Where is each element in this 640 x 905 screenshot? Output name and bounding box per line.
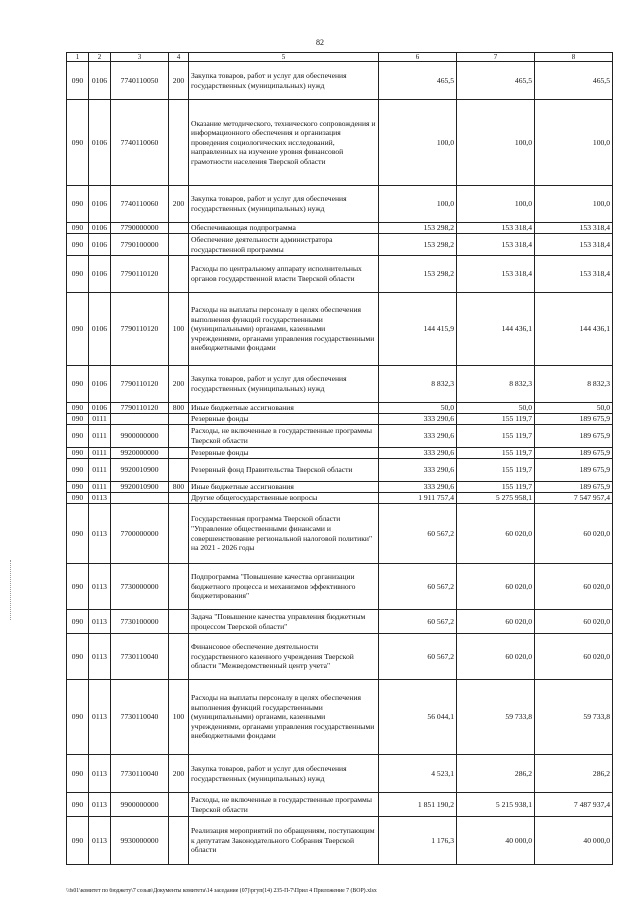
amount-year2-cell: 153 318,4	[457, 234, 535, 256]
admin-code-cell: 090	[67, 564, 89, 610]
table-row	[67, 817, 613, 865]
amount-year2-cell: 60 020,0	[457, 504, 535, 564]
table-row	[67, 293, 613, 366]
section-code-cell: 0106	[89, 366, 111, 403]
expense-type-cell	[169, 493, 189, 504]
section-code-cell: 0111	[89, 482, 111, 493]
admin-code-cell: 090	[67, 62, 89, 100]
amount-year2-cell: 100,0	[457, 186, 535, 223]
table-row	[67, 680, 613, 755]
description-cell: Обеспечивающая подпрограмма	[189, 223, 379, 234]
table-row	[67, 610, 613, 634]
expense-type-cell: 100	[169, 293, 189, 366]
file-path-footer: \\fs01\комитет по бюджету\7 созыв\Документы комитета\14 заседание (07)\ргуп(14) 235-П-7\Прил 4 Приложение 7 (ВОР).xlsx	[66, 888, 377, 894]
expense-type-cell	[169, 256, 189, 293]
amount-year3-cell: 465,5	[535, 62, 613, 100]
expense-type-cell	[169, 234, 189, 256]
header-col-8: 8	[535, 53, 613, 62]
expense-type-cell	[169, 610, 189, 634]
amount-year2-cell: 60 020,0	[457, 634, 535, 680]
section-code-cell: 0106	[89, 186, 111, 223]
amount-year3-cell: 50,0	[535, 403, 613, 414]
description-cell: Расходы на выплаты персоналу в целях обеспечения выполнения функций государственными (муниципальными) органами, казенными учреждениями, органами управления государственными внебюджетными фондами	[189, 293, 379, 366]
header-col-4: 4	[169, 53, 189, 62]
table-row	[67, 186, 613, 223]
description-cell: Оказание методического, технического сопровождения и информационного обеспечения и организация проведения социологических исследований, направленных на изучение уровня финансовой грамотности населения Тверской области	[189, 100, 379, 186]
amount-year2-cell: 60 020,0	[457, 564, 535, 610]
page-number: 82	[316, 38, 324, 47]
header-col-6: 6	[379, 53, 457, 62]
amount-year2-cell: 153 318,4	[457, 223, 535, 234]
amount-year3-cell: 60 020,0	[535, 634, 613, 680]
amount-year1-cell: 60 567,2	[379, 634, 457, 680]
admin-code-cell: 090	[67, 817, 89, 865]
admin-code-cell: 090	[67, 482, 89, 493]
amount-year3-cell: 144 436,1	[535, 293, 613, 366]
table-row	[67, 493, 613, 504]
admin-code-cell: 090	[67, 793, 89, 817]
table-row	[67, 634, 613, 680]
table-row	[67, 755, 613, 793]
expense-type-cell: 800	[169, 403, 189, 414]
amount-year1-cell: 144 415,9	[379, 293, 457, 366]
section-code-cell: 0111	[89, 459, 111, 482]
target-article-cell: 9920010900	[111, 459, 169, 482]
section-code-cell: 0111	[89, 414, 111, 425]
description-cell: Резервные фонды	[189, 414, 379, 425]
amount-year3-cell: 153 318,4	[535, 234, 613, 256]
admin-code-cell: 090	[67, 459, 89, 482]
table-row	[67, 425, 613, 448]
target-article-cell: 7790110120	[111, 366, 169, 403]
table-row	[67, 482, 613, 493]
amount-year3-cell: 153 318,4	[535, 223, 613, 234]
target-article-cell: 9920010900	[111, 482, 169, 493]
section-code-cell: 0106	[89, 223, 111, 234]
header-col-7: 7	[457, 53, 535, 62]
table-row	[67, 100, 613, 186]
section-code-cell: 0113	[89, 634, 111, 680]
amount-year1-cell: 333 290,6	[379, 425, 457, 448]
amount-year1-cell: 8 832,3	[379, 366, 457, 403]
table-row	[67, 403, 613, 414]
header-col-5: 5	[189, 53, 379, 62]
section-code-cell: 0106	[89, 62, 111, 100]
amount-year3-cell: 153 318,4	[535, 256, 613, 293]
table-row	[67, 256, 613, 293]
target-article-cell: 9900000000	[111, 425, 169, 448]
description-cell: Расходы, не включенные в государственные программы Тверской области	[189, 425, 379, 448]
header-col-3: 3	[111, 53, 169, 62]
amount-year3-cell: 189 675,9	[535, 482, 613, 493]
amount-year3-cell: 8 832,3	[535, 366, 613, 403]
admin-code-cell: 090	[67, 755, 89, 793]
expense-type-cell	[169, 817, 189, 865]
expense-type-cell	[169, 223, 189, 234]
target-article-cell: 7730100000	[111, 610, 169, 634]
section-code-cell: 0113	[89, 504, 111, 564]
expense-type-cell	[169, 448, 189, 459]
amount-year3-cell: 7 487 937,4	[535, 793, 613, 817]
admin-code-cell: 090	[67, 425, 89, 448]
description-cell: Иные бюджетные ассигнования	[189, 482, 379, 493]
amount-year3-cell: 7 547 957,4	[535, 493, 613, 504]
table-row	[67, 459, 613, 482]
amount-year2-cell: 50,0	[457, 403, 535, 414]
table-row	[67, 504, 613, 564]
amount-year2-cell: 153 318,4	[457, 256, 535, 293]
target-article-cell: 7790110120	[111, 403, 169, 414]
amount-year3-cell: 100,0	[535, 100, 613, 186]
description-cell: Расходы, не включенные в государственные программы Тверской области	[189, 793, 379, 817]
section-code-cell: 0106	[89, 100, 111, 186]
target-article-cell: 7790110120	[111, 256, 169, 293]
admin-code-cell: 090	[67, 680, 89, 755]
header-col-1: 1	[67, 53, 89, 62]
amount-year1-cell: 60 567,2	[379, 504, 457, 564]
amount-year3-cell: 100,0	[535, 186, 613, 223]
amount-year2-cell: 155 119,7	[457, 414, 535, 425]
section-code-cell: 0111	[89, 448, 111, 459]
description-cell: Государственная программа Тверской области "Управление общественными финансами и совершенствование региональной налоговой политики" на 2021 - 2026 годы	[189, 504, 379, 564]
expense-type-cell: 200	[169, 755, 189, 793]
amount-year3-cell: 59 733,8	[535, 680, 613, 755]
amount-year3-cell: 189 675,9	[535, 414, 613, 425]
amount-year1-cell: 153 298,2	[379, 223, 457, 234]
target-article-cell: 7730110040	[111, 634, 169, 680]
admin-code-cell: 090	[67, 448, 89, 459]
amount-year2-cell: 59 733,8	[457, 680, 535, 755]
admin-code-cell: 090	[67, 504, 89, 564]
amount-year2-cell: 144 436,1	[457, 293, 535, 366]
target-article-cell: 7740110060	[111, 100, 169, 186]
description-cell: Резервные фонды	[189, 448, 379, 459]
admin-code-cell: 090	[67, 256, 89, 293]
section-code-cell: 0113	[89, 755, 111, 793]
target-article-cell: 7730000000	[111, 564, 169, 610]
expense-type-cell: 100	[169, 680, 189, 755]
amount-year3-cell: 189 675,9	[535, 448, 613, 459]
description-cell: Другие общегосударственные вопросы	[189, 493, 379, 504]
expense-type-cell	[169, 459, 189, 482]
description-cell: Иные бюджетные ассигнования	[189, 403, 379, 414]
header-row	[67, 53, 613, 62]
table-row	[67, 62, 613, 100]
expense-type-cell: 800	[169, 482, 189, 493]
amount-year2-cell: 5 275 958,1	[457, 493, 535, 504]
amount-year2-cell: 60 020,0	[457, 610, 535, 634]
description-cell: Расходы на выплаты персоналу в целях обеспечения выполнения функций государственными (муниципальными) органами, казенными учреждениями, органами управления государственными внебюджетными фондами	[189, 680, 379, 755]
expense-type-cell	[169, 564, 189, 610]
admin-code-cell: 090	[67, 403, 89, 414]
amount-year3-cell: 40 000,0	[535, 817, 613, 865]
table-row	[67, 793, 613, 817]
table-row	[67, 223, 613, 234]
expense-type-cell: 200	[169, 62, 189, 100]
admin-code-cell: 090	[67, 186, 89, 223]
amount-year2-cell: 40 000,0	[457, 817, 535, 865]
admin-code-cell: 090	[67, 234, 89, 256]
expense-type-cell	[169, 100, 189, 186]
expense-type-cell	[169, 425, 189, 448]
table-row	[67, 448, 613, 459]
target-article-cell: 7740110060	[111, 186, 169, 223]
target-article-cell	[111, 414, 169, 425]
expense-type-cell	[169, 634, 189, 680]
amount-year1-cell: 4 523,1	[379, 755, 457, 793]
target-article-cell: 7700000000	[111, 504, 169, 564]
admin-code-cell: 090	[67, 366, 89, 403]
description-cell: Подпрограмма "Повышение качества организации бюджетного процесса и механизмов эффективного бюджетирования"	[189, 564, 379, 610]
description-cell: Закупка товаров, работ и услуг для обеспечения государственных (муниципальных) нужд	[189, 366, 379, 403]
margin-mark	[10, 560, 12, 620]
amount-year2-cell: 8 832,3	[457, 366, 535, 403]
section-code-cell: 0106	[89, 256, 111, 293]
section-code-cell: 0113	[89, 610, 111, 634]
admin-code-cell: 090	[67, 223, 89, 234]
amount-year3-cell: 60 020,0	[535, 610, 613, 634]
amount-year1-cell: 100,0	[379, 186, 457, 223]
amount-year2-cell: 465,5	[457, 62, 535, 100]
amount-year1-cell: 60 567,2	[379, 564, 457, 610]
amount-year2-cell: 155 119,7	[457, 425, 535, 448]
amount-year2-cell: 155 119,7	[457, 448, 535, 459]
description-cell: Задача "Повышение качества управления бюджетным процессом Тверской области"	[189, 610, 379, 634]
expense-type-cell	[169, 793, 189, 817]
description-cell: Реализация мероприятий по обращениям, поступающим к депутатам Законодательного Собрания Тверской области	[189, 817, 379, 865]
description-cell: Закупка товаров, работ и услуг для обеспечения государственных (муниципальных) нужд	[189, 755, 379, 793]
section-code-cell: 0111	[89, 425, 111, 448]
admin-code-cell: 090	[67, 634, 89, 680]
section-code-cell: 0113	[89, 817, 111, 865]
amount-year1-cell: 153 298,2	[379, 256, 457, 293]
expense-type-cell	[169, 414, 189, 425]
section-code-cell: 0106	[89, 293, 111, 366]
amount-year3-cell: 60 020,0	[535, 564, 613, 610]
amount-year1-cell: 1 176,3	[379, 817, 457, 865]
expense-type-cell	[169, 504, 189, 564]
amount-year1-cell: 60 567,2	[379, 610, 457, 634]
amount-year1-cell: 1 851 190,2	[379, 793, 457, 817]
amount-year1-cell: 465,5	[379, 62, 457, 100]
budget-table	[66, 52, 613, 865]
section-code-cell: 0113	[89, 680, 111, 755]
amount-year1-cell: 333 290,6	[379, 459, 457, 482]
amount-year3-cell: 189 675,9	[535, 425, 613, 448]
description-cell: Резервный фонд Правительства Тверской области	[189, 459, 379, 482]
target-article-cell: 7730110040	[111, 680, 169, 755]
admin-code-cell: 090	[67, 493, 89, 504]
admin-code-cell: 090	[67, 293, 89, 366]
target-article-cell: 9930000000	[111, 817, 169, 865]
admin-code-cell: 090	[67, 610, 89, 634]
section-code-cell: 0106	[89, 403, 111, 414]
target-article-cell	[111, 493, 169, 504]
expense-type-cell: 200	[169, 366, 189, 403]
expense-type-cell: 200	[169, 186, 189, 223]
table-row	[67, 414, 613, 425]
section-code-cell: 0113	[89, 493, 111, 504]
table-row	[67, 366, 613, 403]
amount-year2-cell: 286,2	[457, 755, 535, 793]
amount-year2-cell: 5 215 938,1	[457, 793, 535, 817]
amount-year1-cell: 56 044,1	[379, 680, 457, 755]
target-article-cell: 7730110040	[111, 755, 169, 793]
amount-year1-cell: 333 290,6	[379, 448, 457, 459]
amount-year3-cell: 60 020,0	[535, 504, 613, 564]
amount-year2-cell: 155 119,7	[457, 482, 535, 493]
target-article-cell: 9900000000	[111, 793, 169, 817]
target-article-cell: 7790110120	[111, 293, 169, 366]
description-cell: Обеспечение деятельности администратора государственной программы	[189, 234, 379, 256]
amount-year1-cell: 333 290,6	[379, 482, 457, 493]
section-code-cell: 0113	[89, 564, 111, 610]
admin-code-cell: 090	[67, 100, 89, 186]
description-cell: Закупка товаров, работ и услуг для обеспечения государственных (муниципальных) нужд	[189, 62, 379, 100]
amount-year3-cell: 286,2	[535, 755, 613, 793]
amount-year2-cell: 155 119,7	[457, 459, 535, 482]
target-article-cell: 7790100000	[111, 234, 169, 256]
section-code-cell: 0113	[89, 793, 111, 817]
target-article-cell: 9920000000	[111, 448, 169, 459]
amount-year1-cell: 1 911 757,4	[379, 493, 457, 504]
amount-year3-cell: 189 675,9	[535, 459, 613, 482]
amount-year1-cell: 100,0	[379, 100, 457, 186]
description-cell: Закупка товаров, работ и услуг для обеспечения государственных (муниципальных) нужд	[189, 186, 379, 223]
amount-year1-cell: 333 290,6	[379, 414, 457, 425]
amount-year1-cell: 153 298,2	[379, 234, 457, 256]
description-cell: Финансовое обеспечение деятельности государственного казенного учреждения Тверской области "Межведомственный центр учета"	[189, 634, 379, 680]
description-cell: Расходы по центральному аппарату исполнительных органов государственной власти Тверской области	[189, 256, 379, 293]
amount-year1-cell: 50,0	[379, 403, 457, 414]
amount-year2-cell: 100,0	[457, 100, 535, 186]
target-article-cell: 7790000000	[111, 223, 169, 234]
admin-code-cell: 090	[67, 414, 89, 425]
header-col-2: 2	[89, 53, 111, 62]
section-code-cell: 0106	[89, 234, 111, 256]
table-row	[67, 234, 613, 256]
table-row	[67, 564, 613, 610]
target-article-cell: 7740110050	[111, 62, 169, 100]
